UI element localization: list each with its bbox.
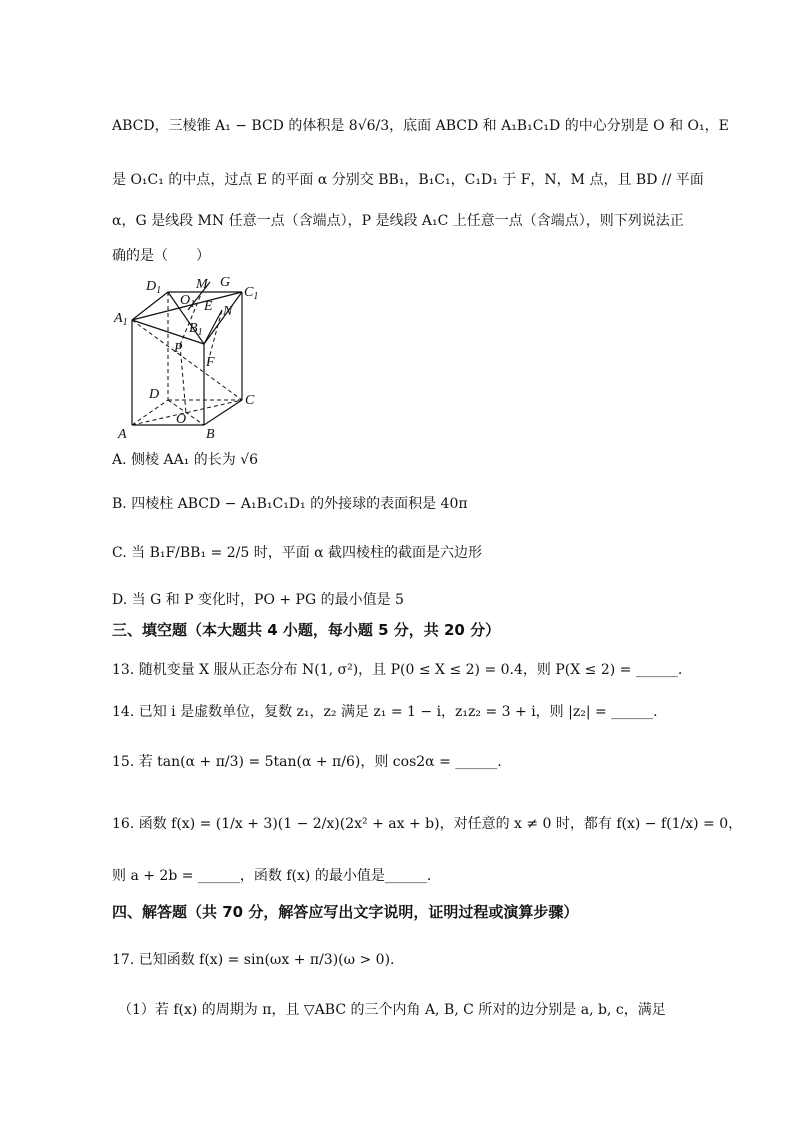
q17-line1: 17. 已知函数 f(x) = sin(ωx + π/3)(ω > 0). — [112, 952, 395, 968]
label-N: N — [223, 304, 233, 319]
option-c: C. 当 B₁F/BB₁ = 2/5 时，平面 α 截四棱柱的截面是六边形 — [112, 545, 483, 561]
p12-line2: 是 O₁C₁ 的中点，过点 E 的平面 α 分别交 BB₁，B₁C₁，C₁D₁ 于 F，N，M 点，且 BD // 平面 — [112, 172, 704, 188]
p12-line1: ABCD，三棱锥 A₁ − BCD 的体积是 8√6/3，底面 ABCD 和 A₁B₁C₁D 的中心分别是 O 和 O₁，E — [112, 118, 729, 134]
label-P: P — [174, 341, 183, 356]
q17-line2: （1）若 f(x) 的周期为 π，且 ▽ABC 的三个内角 A, B, C 所对的边分别是 a, b, c，满足 — [118, 1002, 666, 1018]
label-C: C — [245, 393, 255, 408]
section4-title: 四、解答题（共 70 分，解答应写出文字说明，证明过程或演算步骤） — [112, 903, 579, 921]
prism-figure — [110, 270, 270, 445]
section3-title: 三、填空题（本大题共 4 小题，每小题 5 分，共 20 分） — [112, 621, 501, 639]
q16-line2: 则 a + 2b = ______，函数 f(x) 的最小值是______. — [112, 868, 432, 884]
q13: 13. 随机变量 X 服从正态分布 N(1, σ²)，且 P(0 ≤ X ≤ 2) = 0.4，则 P(X ≤ 2) = ______. — [112, 662, 683, 678]
q14: 14. 已知 i 是虚数单位，复数 z₁，z₂ 满足 z₁ = 1 − i，z₁z₂ = 3 + i，则 |z₂| = ______. — [112, 704, 658, 720]
label-A: A — [118, 427, 127, 442]
label-E: E — [204, 299, 213, 314]
label-B1: $B_1$ — [189, 321, 203, 338]
label-O: O — [176, 412, 187, 427]
label-C1: $C_1$ — [244, 285, 259, 302]
option-b: B. 四棱柱 ABCD − A₁B₁C₁D₁ 的外接球的表面积是 40π — [112, 496, 468, 512]
label-G: G — [220, 275, 231, 290]
option-a: A. 侧棱 AA₁ 的长为 √6 — [112, 452, 259, 468]
p12-line3: α，G 是线段 MN 任意一点（含端点），P 是线段 A₁C 上任意一点（含端点），则下列说法正 — [112, 213, 684, 229]
label-B: B — [206, 427, 215, 442]
p12-line4: 确的是（ ） — [112, 248, 210, 264]
label-A1: $A_1$ — [114, 311, 128, 328]
label-D1: $D_1$ — [146, 279, 162, 296]
label-F: F — [206, 355, 215, 370]
q16-line1: 16. 函数 f(x) = (1/x + 3)(1 − 2/x)(2x² + ax + b)，对任意的 x ≠ 0 时，都有 f(x) − f(1/x) = 0， — [112, 816, 743, 832]
label-D: D — [149, 387, 160, 402]
option-d: D. 当 G 和 P 变化时，PO + PG 的最小值是 5 — [112, 592, 404, 608]
q15: 15. 若 tan(α + π/3) = 5tan(α + π/6)，则 cos2α = ______. — [112, 754, 502, 770]
label-M: M — [196, 277, 208, 292]
label-O1: $O_1$ — [180, 293, 196, 310]
